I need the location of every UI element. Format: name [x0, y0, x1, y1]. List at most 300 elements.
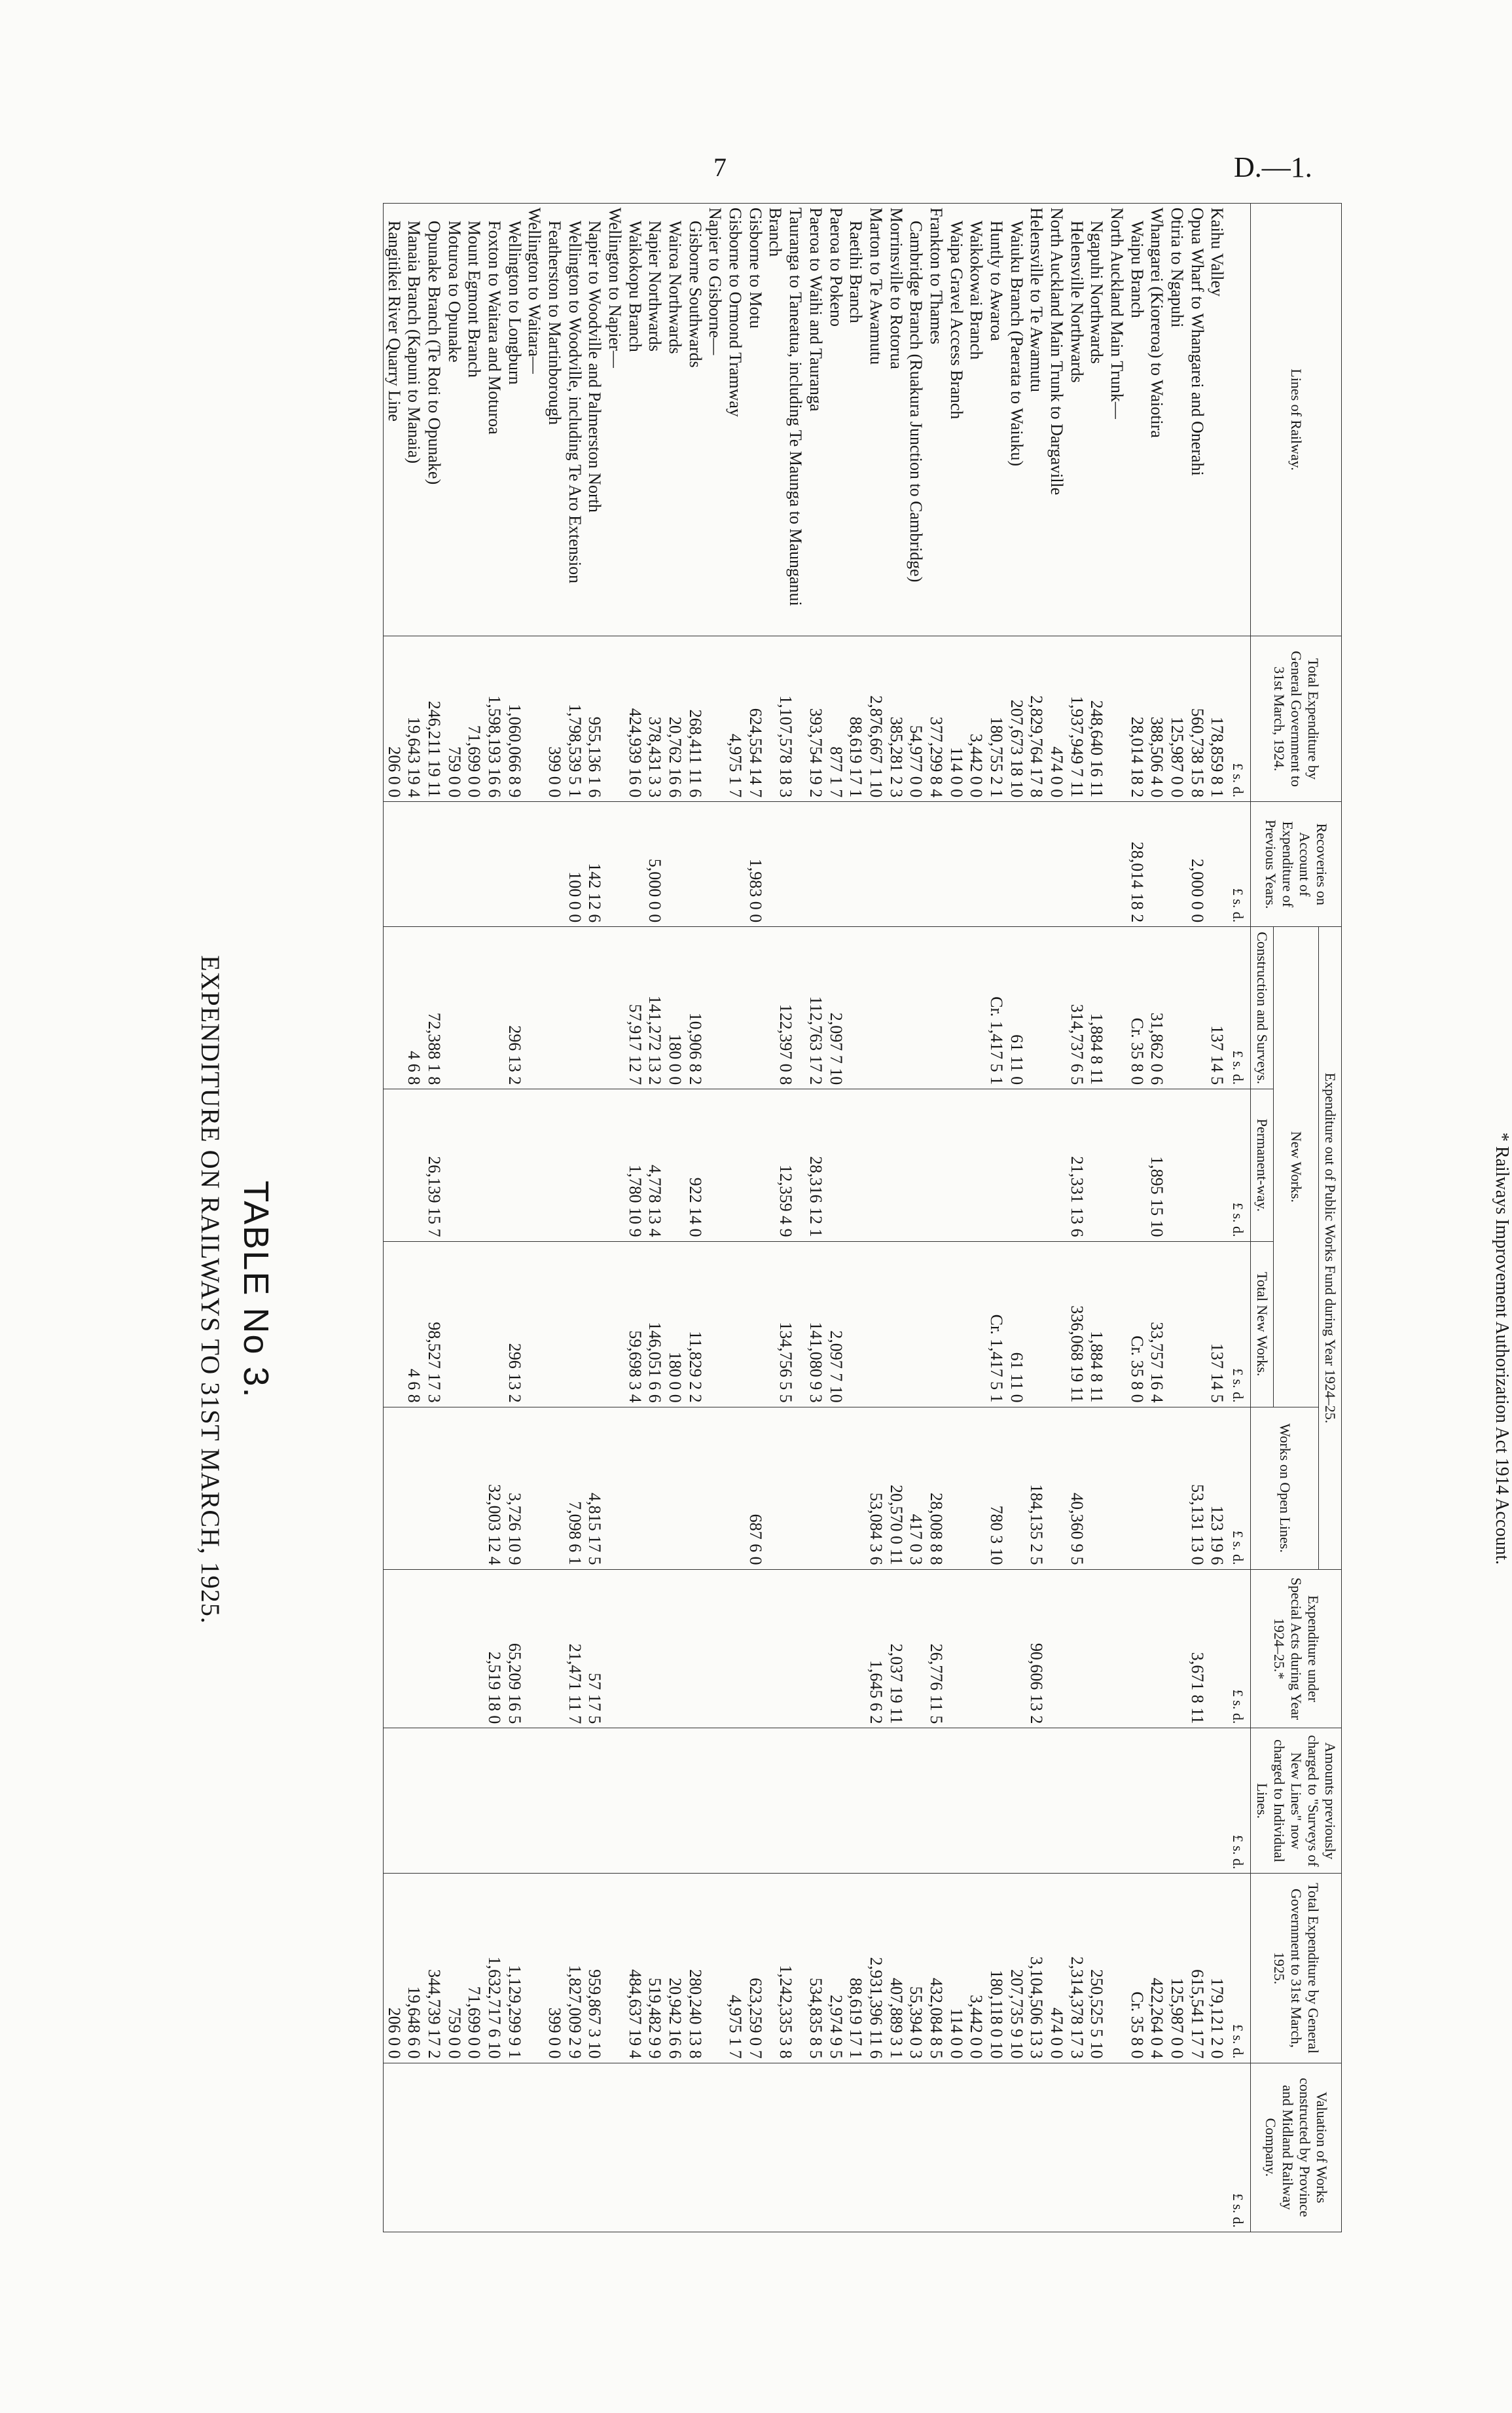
amount-cell	[384, 927, 404, 1089]
amount-cell	[604, 1728, 624, 1874]
amount-cell: 54,977 0 0	[906, 636, 926, 802]
railway-line-name: Marton to Te Awamutu	[865, 204, 886, 636]
amount-cell	[1126, 1728, 1147, 1874]
amount-cell	[384, 2063, 404, 2232]
amount-cell: 28,316 12 1	[805, 1089, 825, 1241]
amount-cell: Cr. 1,417 5 1	[986, 1241, 1006, 1407]
amount-cell: 10,906 8 2	[685, 927, 705, 1089]
amount-cell: 5,000 0 0	[645, 802, 665, 927]
amount-cell	[444, 1407, 464, 1569]
amount-cell	[1106, 2063, 1126, 2232]
amount-cell: 759 0 0	[444, 636, 464, 802]
table-row	[1126, 204, 1147, 2232]
document-code: D.—1.	[1234, 151, 1312, 183]
amount-cell	[484, 2063, 504, 2232]
amount-cell	[624, 1569, 645, 1728]
amount-cell	[1046, 1407, 1066, 1569]
amount-cell: 280,240 13 8	[685, 1874, 705, 2063]
amount-cell	[1166, 1241, 1187, 1407]
col-header-open-lines: Works on Open Lines.	[1251, 1407, 1319, 1569]
amount-cell: 2,000 0 0	[1187, 802, 1207, 927]
amount-cell: 3,442 0 0	[966, 1874, 986, 2063]
amount-cell	[705, 927, 725, 1089]
amount-cell	[966, 1407, 986, 1569]
amount-cell	[1026, 1728, 1047, 1874]
amount-cell	[886, 927, 906, 1089]
amount-cell: 114 0 0	[946, 1874, 966, 2063]
amount-cell: 180,755 2 1	[986, 636, 1006, 802]
table-row	[926, 204, 946, 2232]
table-row	[805, 204, 825, 2232]
railway-line-name: Gisborne to Motu	[745, 204, 765, 636]
amount-cell: 955,136 1 6	[585, 636, 605, 802]
table-row	[384, 204, 404, 2232]
amount-cell: 19,643 19 4	[404, 636, 424, 802]
amount-cell	[1187, 927, 1207, 1089]
amount-cell: 184,135 2 5	[1026, 1407, 1047, 1569]
col-header-special-acts: Expenditure under Special Acts during Year 1924–25.*	[1251, 1569, 1342, 1728]
amount-cell	[946, 1569, 966, 1728]
table-title: TABLE No 3.	[236, 1180, 276, 1399]
amount-cell: 180 0 0	[664, 1241, 685, 1407]
amount-cell	[1166, 1407, 1187, 1569]
railway-line-name: Opua Wharf to Whangarei and Onerahi	[1187, 204, 1207, 636]
amount-cell	[1147, 1407, 1167, 1569]
amount-cell	[464, 1407, 484, 1569]
amount-cell	[725, 2063, 745, 2232]
amount-cell	[805, 1569, 825, 1728]
amount-cell	[384, 1241, 404, 1407]
amount-cell	[765, 1407, 805, 1569]
amount-cell: 21,331 13 6	[1066, 1089, 1087, 1241]
amount-cell	[504, 802, 524, 927]
amount-cell	[1106, 1089, 1126, 1241]
amount-cell	[745, 927, 765, 1089]
amount-cell: 424,939 16 0	[624, 636, 645, 802]
amount-cell	[384, 1569, 404, 1728]
amount-cell: 1,798,539 5 1	[564, 636, 585, 802]
amount-cell	[645, 1569, 665, 1728]
amount-cell	[444, 1728, 464, 1874]
table-row	[1066, 204, 1087, 2232]
amount-cell	[886, 802, 906, 927]
amount-cell	[664, 1728, 685, 1874]
amount-cell	[865, 1241, 886, 1407]
table-row	[1166, 204, 1187, 2232]
amount-cell	[1106, 636, 1126, 802]
amount-cell	[484, 927, 504, 1089]
unit-cell: £ s. d.	[1227, 2063, 1250, 2232]
amount-cell	[1106, 927, 1126, 1089]
amount-cell	[544, 1241, 564, 1407]
amount-cell: 624,554 14 7	[745, 636, 765, 802]
railway-line-name: Morrinsville to Rotorua	[886, 204, 906, 636]
railway-line-name: Wairoa Northwards	[664, 204, 685, 636]
amount-cell	[906, 927, 926, 1089]
amount-cell	[1087, 1569, 1107, 1728]
railway-line-name: Tauranga to Taneatua, including Te Maunga to Maunganui Branch	[765, 204, 805, 636]
amount-cell	[986, 1569, 1006, 1728]
amount-cell	[725, 802, 745, 927]
footnote: * Railways Improvement Authorization Act 1914 Account.	[1492, 1132, 1512, 1565]
amount-cell	[1046, 1569, 1066, 1728]
amount-cell	[624, 1407, 645, 1569]
amount-cell	[484, 802, 504, 927]
amount-cell	[1006, 2063, 1026, 2232]
amount-cell	[825, 1728, 846, 1874]
amount-cell: 112,763 17 2	[805, 927, 825, 1089]
amount-cell	[1006, 802, 1026, 927]
amount-cell	[906, 1241, 926, 1407]
amount-cell: 137 14 5	[1207, 927, 1227, 1089]
amount-cell	[464, 802, 484, 927]
amount-cell	[1106, 1874, 1126, 2063]
amount-cell	[604, 1569, 624, 1728]
amount-cell	[564, 927, 585, 1089]
amount-cell	[705, 1407, 725, 1569]
amount-cell: 21,471 11 7	[564, 1569, 585, 1728]
amount-cell: 142 12 6	[585, 802, 605, 927]
amount-cell: 141,272 13 2	[645, 927, 665, 1089]
amount-cell: Cr. 35 8 0	[1126, 1241, 1147, 1407]
col-header-total-new-works: Total New Works.	[1251, 1241, 1274, 1407]
amount-cell	[624, 1728, 645, 1874]
amount-cell	[444, 1569, 464, 1728]
amount-cell	[404, 1089, 424, 1241]
amount-cell	[1066, 2063, 1087, 2232]
unit-cell: £ s. d.	[1227, 1089, 1250, 1241]
amount-cell	[423, 2063, 444, 2232]
amount-cell: 759 0 0	[444, 1874, 464, 2063]
amount-cell	[1106, 802, 1126, 927]
amount-cell	[1087, 802, 1107, 927]
table-row	[1087, 204, 1107, 2232]
unit-cell: £ s. d.	[1227, 1407, 1250, 1569]
expenditure-table	[383, 203, 1342, 2232]
amount-cell	[685, 1407, 705, 1569]
table-row	[765, 204, 805, 2232]
amount-cell	[604, 2063, 624, 2232]
amount-cell: Cr. 1,417 5 1	[986, 927, 1006, 1089]
amount-cell	[664, 2063, 685, 2232]
amount-cell	[966, 1241, 986, 1407]
amount-cell	[685, 1569, 705, 1728]
amount-cell	[906, 1728, 926, 1874]
amount-cell	[705, 636, 725, 802]
railway-line-name: Otiria to Ngapuhi	[1166, 204, 1187, 636]
railway-line-name: Opunake Branch (Te Roti to Opunake)	[423, 204, 444, 636]
amount-cell: 180,118 0 10	[986, 1874, 1006, 2063]
amount-cell	[1026, 1241, 1047, 1407]
amount-cell	[1026, 927, 1047, 1089]
amount-cell	[504, 1728, 524, 1874]
amount-cell	[685, 2063, 705, 2232]
amount-cell	[1046, 802, 1066, 927]
amount-cell	[825, 1089, 846, 1241]
amount-cell	[504, 1089, 524, 1241]
railway-line-name: Manaia Branch (Kapuni to Manaia)	[404, 204, 424, 636]
amount-cell: 19,648 6 0	[404, 1874, 424, 2063]
amount-cell	[1126, 1569, 1147, 1728]
amount-cell	[986, 1089, 1006, 1241]
amount-cell: 146,051 6 6	[645, 1241, 665, 1407]
amount-cell	[1087, 2063, 1107, 2232]
amount-cell	[946, 1407, 966, 1569]
amount-cell: 31,862 0 6	[1147, 927, 1167, 1089]
amount-cell	[585, 1728, 605, 1874]
amount-cell: 61 11 0	[1006, 927, 1026, 1089]
amount-cell	[444, 1241, 464, 1407]
amount-cell	[745, 1569, 765, 1728]
amount-cell	[1187, 1089, 1207, 1241]
amount-cell	[685, 802, 705, 927]
amount-cell	[1046, 927, 1066, 1089]
page-number: 7	[713, 153, 727, 182]
amount-cell: 4,815 17 5	[585, 1407, 605, 1569]
amount-cell: 393,754 19 2	[805, 636, 825, 802]
amount-cell: 57,917 12 7	[624, 927, 645, 1089]
railway-line-name: Raetihi Branch	[846, 204, 866, 636]
amount-cell: 519,482 9 9	[645, 1874, 665, 2063]
amount-cell: 378,431 3 3	[645, 636, 665, 802]
amount-cell	[464, 2063, 484, 2232]
amount-cell	[1147, 2063, 1167, 2232]
table-row	[464, 204, 484, 2232]
col-header-permanent-way: Permanent-way.	[1251, 1089, 1274, 1241]
amount-cell	[825, 1569, 846, 1728]
amount-cell	[805, 2063, 825, 2232]
amount-cell: 417 0 3	[906, 1407, 926, 1569]
table-row	[423, 204, 444, 2232]
amount-cell	[1106, 1569, 1126, 1728]
amount-cell	[384, 1089, 404, 1241]
amount-cell: 71,699 0 0	[464, 1874, 484, 2063]
col-header-lines: Lines of Railway.	[1251, 204, 1342, 636]
railway-line-name: Waikokopu Branch	[624, 204, 645, 636]
amount-cell: 2,974 9 5	[825, 1874, 846, 2063]
amount-cell	[825, 1407, 846, 1569]
amount-cell	[966, 1728, 986, 1874]
amount-cell: 687 6 0	[745, 1407, 765, 1569]
table-row	[1046, 204, 1066, 2232]
amount-cell	[423, 802, 444, 927]
amount-cell: 12,359 4 9	[765, 1089, 805, 1241]
amount-cell	[604, 927, 624, 1089]
amount-cell	[1066, 1569, 1087, 1728]
amount-cell	[645, 1728, 665, 1874]
amount-cell: 20,762 16 6	[664, 636, 685, 802]
amount-cell: 314,737 6 5	[1066, 927, 1087, 1089]
amount-cell	[725, 1569, 745, 1728]
amount-cell	[404, 802, 424, 927]
amount-cell: 1,107,578 18 3	[765, 636, 805, 802]
amount-cell	[464, 1728, 484, 1874]
amount-cell: 206 0 0	[384, 636, 404, 802]
railway-line-name: Waiuku Branch (Paerata to Waiuku)	[1006, 204, 1026, 636]
amount-cell: 90,606 13 2	[1026, 1569, 1047, 1728]
amount-cell: 1,632,717 6 10	[484, 1874, 504, 2063]
amount-cell	[423, 1728, 444, 1874]
amount-cell: 474 0 0	[1046, 1874, 1066, 2063]
railway-line-name: Waikokowai Branch	[966, 204, 986, 636]
table-row	[1006, 204, 1026, 2232]
amount-cell	[524, 1728, 545, 1874]
amount-cell: 40,360 9 5	[1066, 1407, 1087, 1569]
amount-cell: 26,139 15 7	[423, 1089, 444, 1241]
amount-cell: 4,975 1 7	[725, 636, 745, 802]
amount-cell	[1087, 1407, 1107, 1569]
amount-cell	[765, 802, 805, 927]
amount-cell: 1,780 10 9	[624, 1089, 645, 1241]
amount-cell: 268,411 11 6	[685, 636, 705, 802]
amount-cell: 134,756 5 5	[765, 1241, 805, 1407]
amount-cell	[705, 1569, 725, 1728]
table-row	[725, 204, 745, 2232]
railway-line-name: Napier to Gisborne—	[705, 204, 725, 636]
table-row	[745, 204, 765, 2232]
amount-cell	[544, 802, 564, 927]
table-row	[1147, 204, 1167, 2232]
table-row	[966, 204, 986, 2232]
table-row	[1207, 204, 1227, 2232]
amount-cell: 72,388 1 8	[423, 927, 444, 1089]
amount-cell: 2,876,667 1 10	[865, 636, 886, 802]
table-row	[504, 204, 524, 2232]
amount-cell: 207,735 9 10	[1006, 1874, 1026, 2063]
unit-cell: £ s. d.	[1227, 1874, 1250, 2063]
amount-cell	[1187, 2063, 1207, 2232]
amount-cell	[1106, 1407, 1126, 1569]
table-row	[564, 204, 585, 2232]
amount-cell: 33,757 16 4	[1147, 1241, 1167, 1407]
amount-cell: 100 0 0	[564, 802, 585, 927]
unit-cell: £ s. d.	[1227, 927, 1250, 1089]
amount-cell	[444, 1089, 464, 1241]
railway-line-name: Kaihu Valley	[1207, 204, 1227, 636]
amount-cell	[1126, 2063, 1147, 2232]
amount-cell	[805, 1407, 825, 1569]
amount-cell: 7,098 6 1	[564, 1407, 585, 1569]
amount-cell	[1166, 1728, 1187, 1874]
amount-cell: 484,637 19 4	[624, 1874, 645, 2063]
amount-cell	[1126, 1089, 1147, 1241]
amount-cell	[1046, 1089, 1066, 1241]
amount-cell	[725, 1728, 745, 1874]
amount-cell: 4,975 1 7	[725, 1874, 745, 2063]
amount-cell	[1166, 1569, 1187, 1728]
amount-cell: 98,527 17 3	[423, 1241, 444, 1407]
amount-cell	[846, 2063, 866, 2232]
amount-cell	[384, 1407, 404, 1569]
amount-cell	[886, 1241, 906, 1407]
amount-cell	[946, 927, 966, 1089]
railway-line-name: Cambridge Branch (Ruakura Junction to Cambridge)	[906, 204, 926, 636]
amount-cell: 88,619 17 1	[846, 1874, 866, 2063]
amount-cell	[544, 927, 564, 1089]
col-header-new-works: New Works.	[1274, 927, 1319, 1407]
amount-cell	[1066, 802, 1087, 927]
amount-cell	[825, 2063, 846, 2232]
railway-line-name: Wellington to Napier—	[604, 204, 624, 636]
railway-line-name: Moturoa to Opunake	[444, 204, 464, 636]
table-row	[645, 204, 665, 2232]
amount-cell: 246,211 19 11	[423, 636, 444, 802]
amount-cell: 1,895 15 10	[1147, 1089, 1167, 1241]
amount-cell: 1,598,193 16 6	[484, 636, 504, 802]
amount-cell: 122,397 0 8	[765, 927, 805, 1089]
amount-cell	[544, 1728, 564, 1874]
amount-cell	[464, 927, 484, 1089]
railway-line-name: Featherston to Martinborough	[544, 204, 564, 636]
amount-cell	[604, 1407, 624, 1569]
amount-cell	[1046, 1241, 1066, 1407]
railway-line-name: Helensville to Te Awamutu	[1026, 204, 1047, 636]
amount-cell	[966, 1569, 986, 1728]
amount-cell	[926, 1089, 946, 1241]
amount-cell	[966, 2063, 986, 2232]
table-row	[1187, 204, 1207, 2232]
amount-cell	[946, 802, 966, 927]
amount-cell: 4,778 13 4	[645, 1089, 665, 1241]
amount-cell	[564, 2063, 585, 2232]
amount-cell	[986, 2063, 1006, 2232]
col-header-valuation: Valuation of Works constructed by Province and Midland Railway Company.	[1251, 2063, 1342, 2232]
table-row	[705, 204, 725, 2232]
amount-cell	[1026, 1089, 1047, 1241]
amount-cell: 65,209 16 5	[504, 1569, 524, 1728]
amount-cell	[585, 2063, 605, 2232]
amount-cell	[926, 927, 946, 1089]
amount-cell	[846, 1569, 866, 1728]
amount-cell	[524, 1874, 545, 2063]
amount-cell: 3,671 8 11	[1187, 1569, 1207, 1728]
amount-cell	[1187, 1728, 1207, 1874]
railway-line-name: Foxton to Waitara and Moturoa	[484, 204, 504, 636]
amount-cell: 1,060,066 8 9	[504, 636, 524, 802]
amount-cell	[384, 802, 404, 927]
railway-line-name: North Auckland Main Trunk—	[1106, 204, 1126, 636]
table-row	[404, 204, 424, 2232]
amount-cell	[1166, 802, 1187, 927]
amount-cell	[423, 1569, 444, 1728]
railway-line-name: Paeroa to Waihi and Tauranga	[805, 204, 825, 636]
amount-cell: 3,442 0 0	[966, 636, 986, 802]
amount-cell	[664, 802, 685, 927]
amount-cell	[705, 802, 725, 927]
unit-cell: £ s. d.	[1227, 636, 1250, 802]
amount-cell: 20,942 16 6	[664, 1874, 685, 2063]
amount-cell	[664, 1089, 685, 1241]
amount-cell	[1187, 1241, 1207, 1407]
railway-line-name: Napier Northwards	[645, 204, 665, 636]
unit-cell: £ s. d.	[1227, 1569, 1250, 1728]
amount-cell: 1,937,949 7 11	[1066, 636, 1087, 802]
col-header-total-1924: Total Expenditure by General Government to 31st March, 1924.	[1251, 636, 1342, 802]
amount-cell: 248,640 16 11	[1087, 636, 1107, 802]
amount-cell	[946, 2063, 966, 2232]
amount-cell	[926, 1241, 946, 1407]
amount-cell	[604, 636, 624, 802]
amount-cell: 4 6 8	[404, 1241, 424, 1407]
amount-cell: 59,698 3 4	[624, 1241, 645, 1407]
amount-cell: 2,519 18 0	[484, 1569, 504, 1728]
amount-cell: 178,859 8 1	[1207, 636, 1227, 802]
amount-cell	[524, 927, 545, 1089]
amount-cell: 1,129,299 9 1	[504, 1874, 524, 2063]
amount-cell: 125,987 0 0	[1166, 1874, 1187, 2063]
unit-cell: £ s. d.	[1227, 1241, 1250, 1407]
table-row	[604, 204, 624, 2232]
